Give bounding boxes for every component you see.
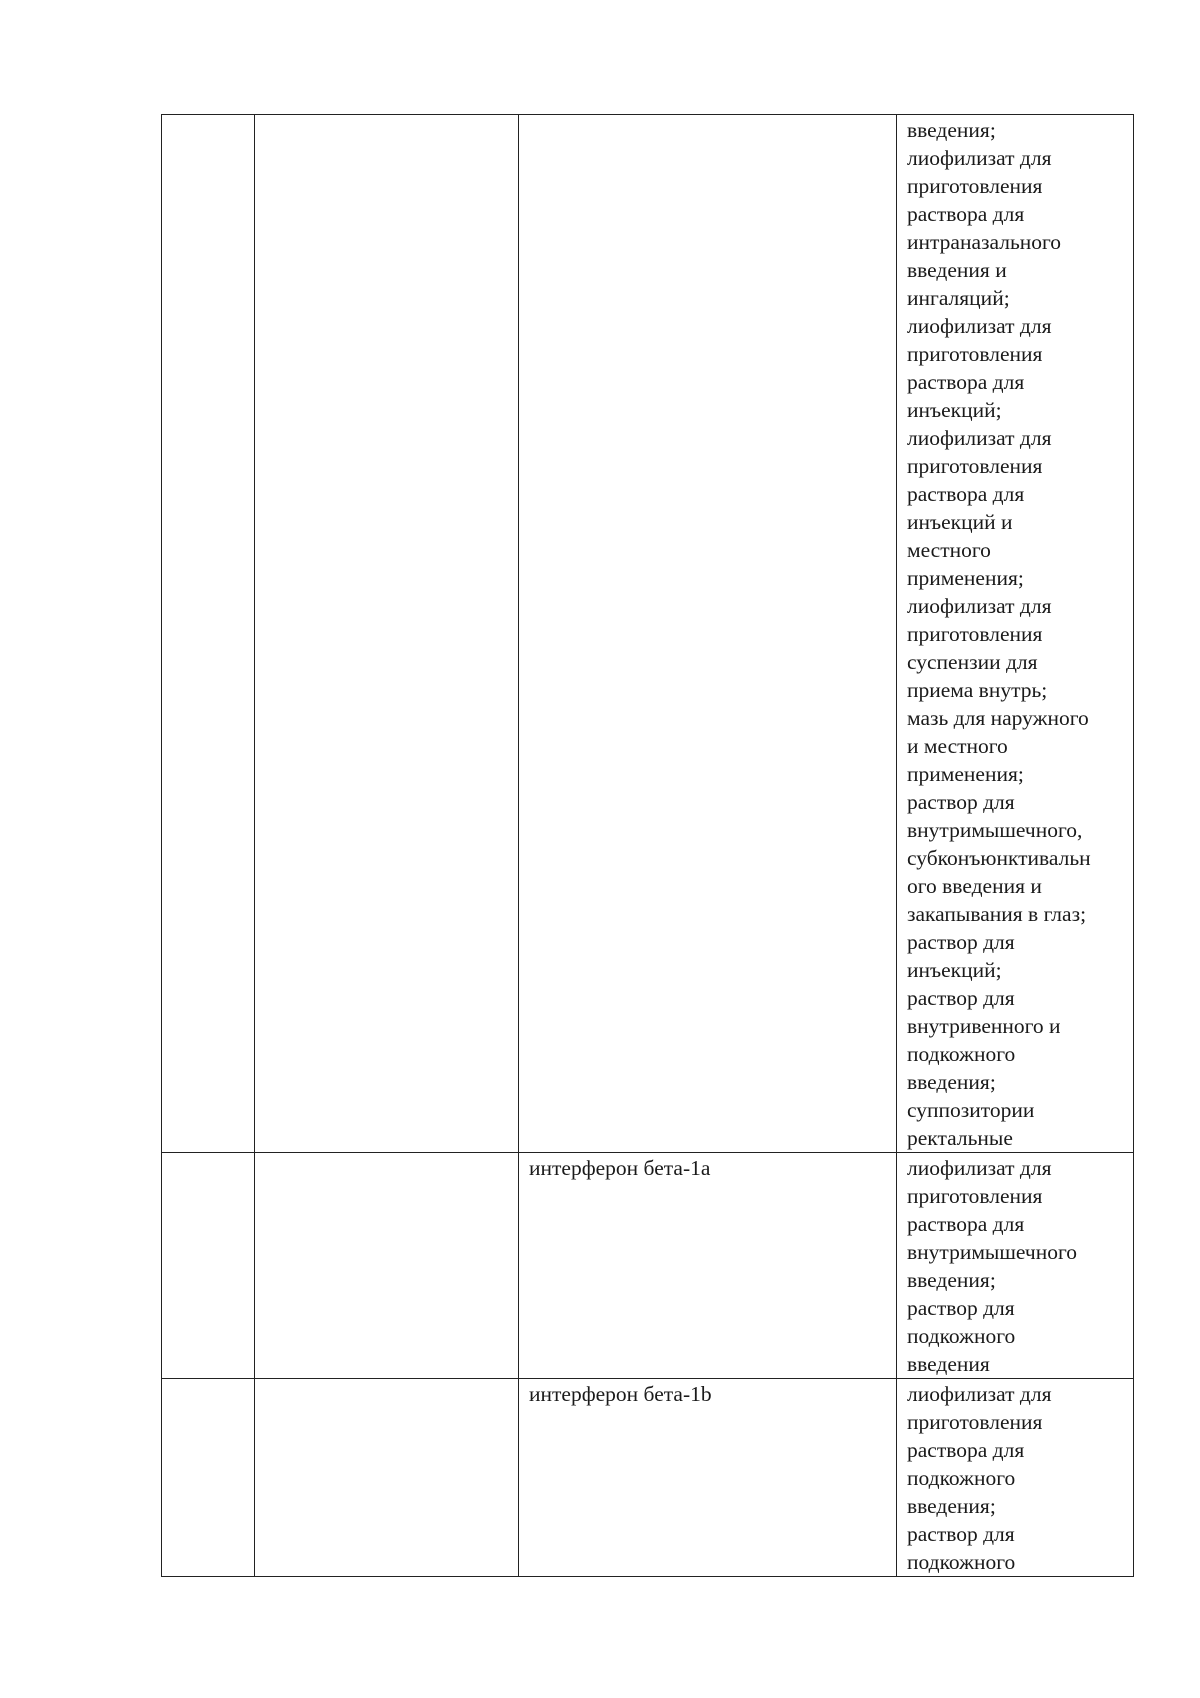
drug-name-cell: интерферон бета-1a: [519, 1153, 897, 1379]
table-row: [162, 115, 1134, 1153]
drug-table: [161, 114, 1134, 1577]
drug-name-cell: [519, 115, 897, 1153]
group-cell: [255, 1379, 519, 1577]
table-row: [162, 1153, 1134, 1379]
atc-code-cell: [162, 1379, 255, 1577]
atc-code-cell: [162, 1153, 255, 1379]
group-cell: [255, 115, 519, 1153]
drug-name-cell: интерферон бета-1b: [519, 1379, 897, 1577]
dosage-forms-cell: введения; лиофилизат для приготовления раствора для интраназального введения и ингаляций; лиофилизат для приготовления раствора для инъекций; лиофилизат для приготовления раствора для инъекций и местного применения; лиофилизат для приготовления суспензии для приема внутрь; мазь для наружного и местного применения; раствор для внутримышечного, субконъюнктивальн ого введения и закапывания в глаз; раствор для инъекций; раствор для внутривенного и подкожного введения; суппозитории ректальные: [897, 115, 1134, 1153]
table-row: [162, 1379, 1134, 1577]
group-cell: [255, 1153, 519, 1379]
dosage-forms-cell: лиофилизат для приготовления раствора для внутримышечного введения; раствор для подкожного введения: [897, 1153, 1134, 1379]
atc-code-cell: [162, 115, 255, 1153]
dosage-forms-cell: лиофилизат для приготовления раствора для подкожного введения; раствор для подкожного: [897, 1379, 1134, 1577]
